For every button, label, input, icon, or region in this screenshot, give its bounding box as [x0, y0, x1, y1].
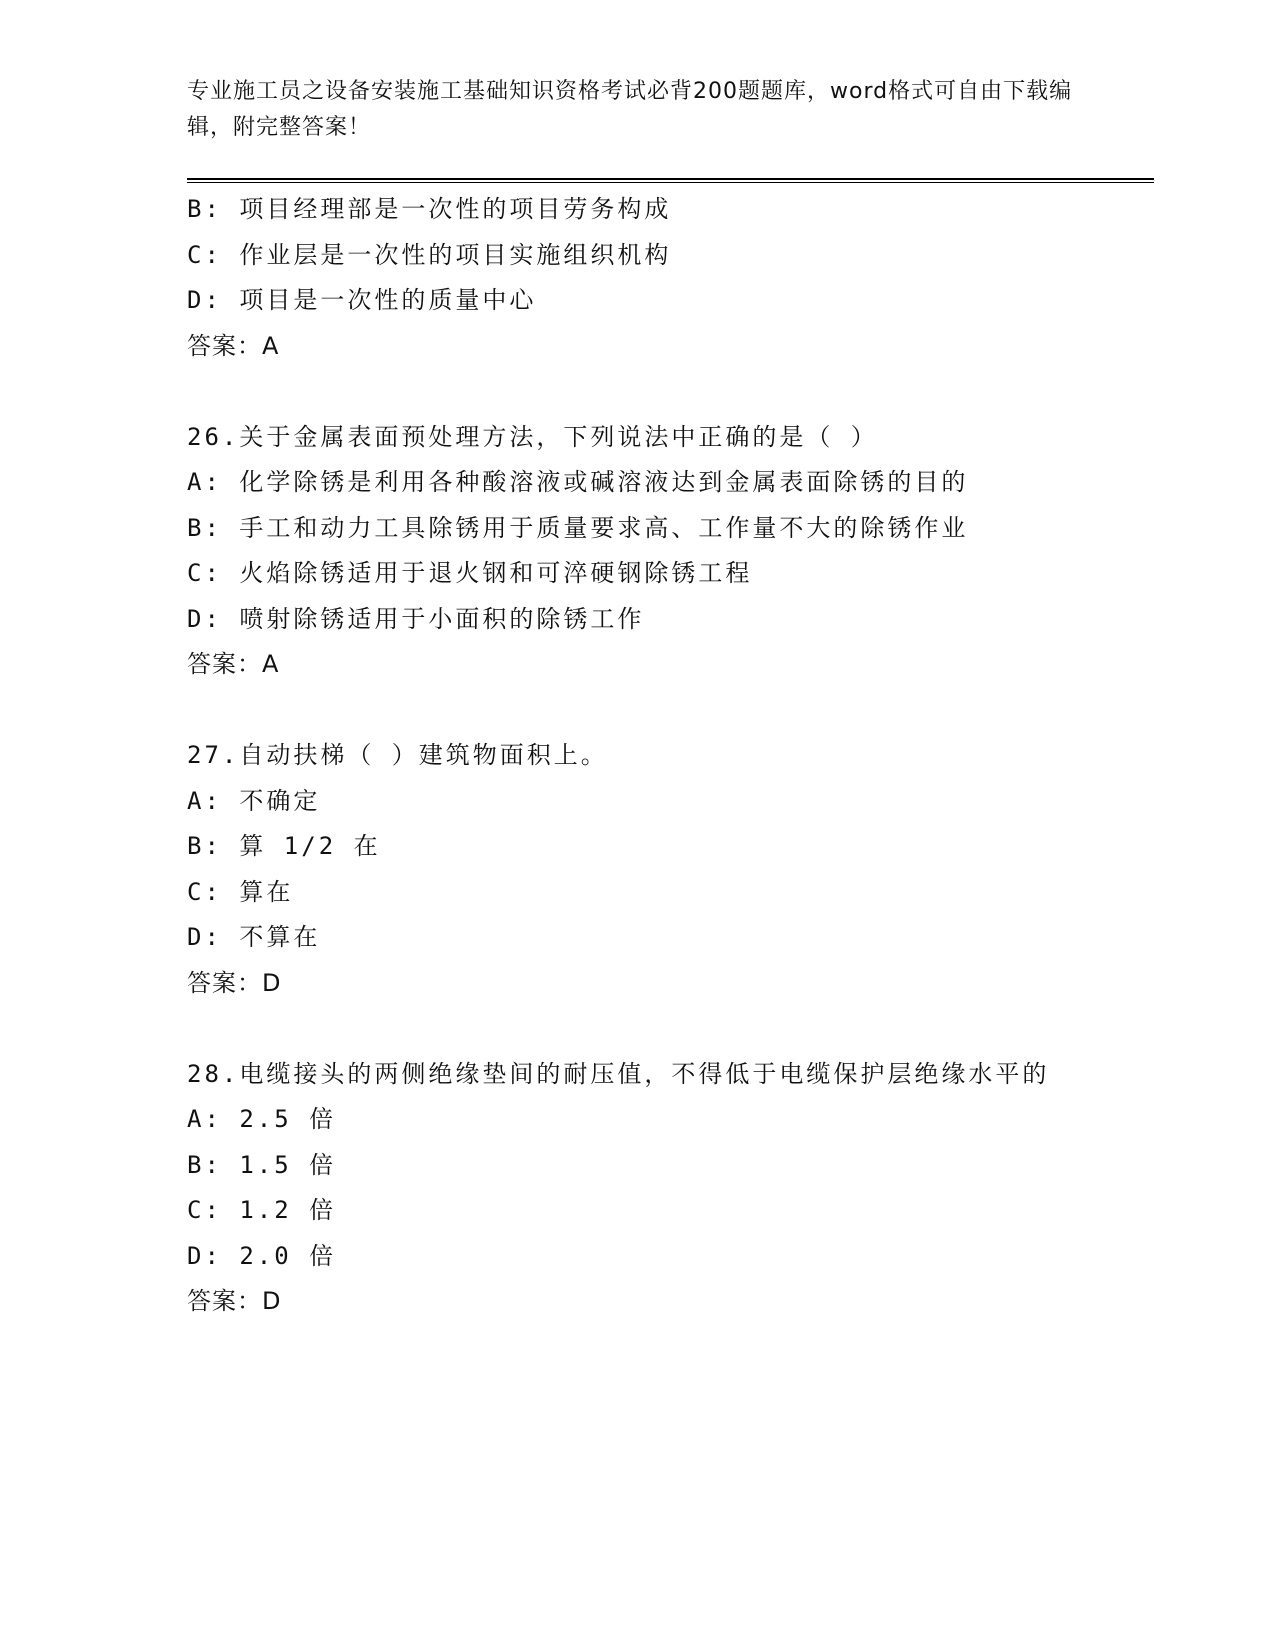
question-block-continued [187, 187, 1087, 369]
question-list [187, 187, 1087, 1325]
option-c: C: 火焰除锈适用于退火钢和可淬硬钢除锈工程 [187, 559, 753, 587]
option-d: D: 不算在 [187, 923, 321, 951]
option-c: C: 1.2 倍 [187, 1196, 337, 1224]
option-c: C: 作业层是一次性的项目实施组织机构 [187, 240, 672, 269]
spacer [187, 369, 1087, 415]
option-a: A: 化学除锈是利用各种酸溶液或碱溶液达到金属表面除锈的目的 [187, 468, 969, 496]
answer-line: 答案：A [187, 650, 280, 678]
question-block-26 [187, 415, 1087, 688]
option-b: B: 1.5 倍 [187, 1150, 337, 1179]
option-b: B: 项目经理部是一次性的项目劳务构成 [187, 195, 672, 223]
option-d: D: 项目是一次性的质量中心 [187, 286, 537, 314]
question-block-27 [187, 733, 1087, 1006]
option-a: A: 不确定 [187, 786, 321, 815]
spacer [187, 1006, 1087, 1052]
option-b: B: 手工和动力工具除锈用于质量要求高、工作量不大的除锈作业 [187, 513, 969, 542]
option-d: D: 2.0 倍 [187, 1241, 337, 1270]
page-header: 专业施工员之设备安装施工基础知识资格考试必背200题题库，word格式可自由下载编辑，附完整答案！ [187, 79, 1073, 140]
question-text: 27.自动扶梯（ ）建筑物面积上。 [187, 741, 608, 769]
question-block-28 [187, 1052, 1087, 1325]
option-b: B: 算 1/2 在 [187, 832, 381, 860]
option-a: A: 2.5 倍 [187, 1105, 337, 1133]
answer-line: 答案：D [187, 1287, 282, 1315]
header-divider-thin [187, 182, 1154, 183]
option-c: C: 算在 [187, 877, 294, 906]
question-text: 28.电缆接头的两侧绝缘垫间的耐压值，不得低于电缆保护层绝缘水平的 [187, 1059, 1050, 1088]
question-text: 26.关于金属表面预处理方法，下列说法中正确的是（ ） [187, 422, 878, 451]
option-d: D: 喷射除锈适用于小面积的除锈工作 [187, 604, 645, 633]
answer-line: 答案：D [187, 968, 282, 997]
spacer [187, 688, 1087, 734]
header-divider-thick [187, 178, 1154, 180]
answer-line: 答案：A [187, 331, 280, 360]
